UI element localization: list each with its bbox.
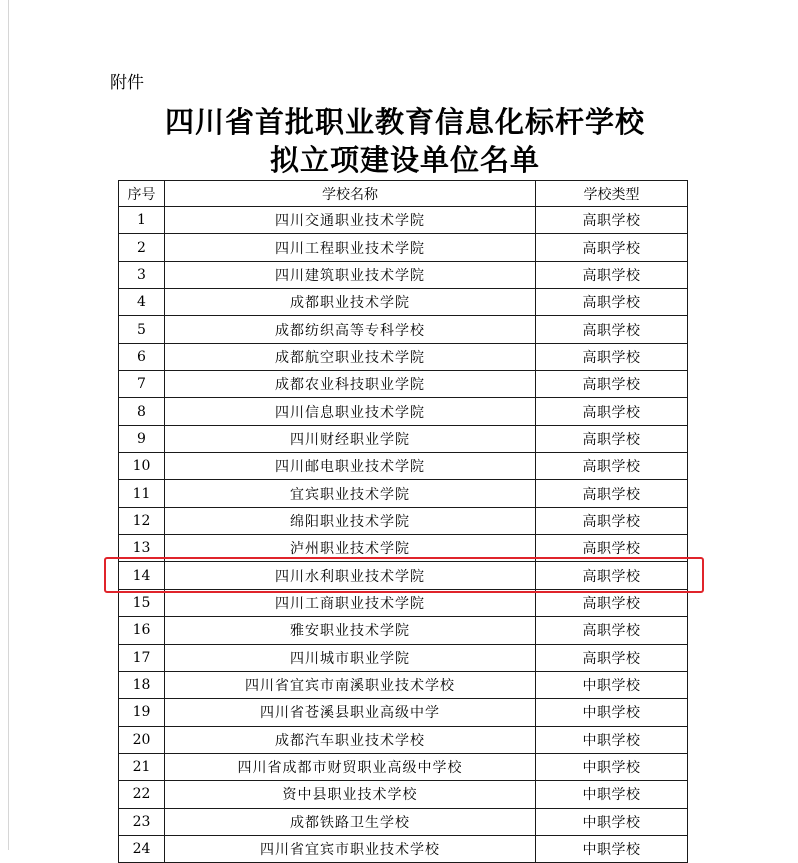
table-row [119, 671, 688, 698]
row-index: 4 [119, 289, 165, 316]
row-school-name: 成都汽车职业技术学校 [165, 726, 536, 753]
table-row [119, 480, 688, 507]
row-index: 22 [119, 781, 165, 808]
row-index: 10 [119, 453, 165, 480]
table-header-row [119, 181, 688, 207]
row-index: 3 [119, 261, 165, 288]
row-school-name: 成都航空职业技术学院 [165, 343, 536, 370]
row-school-name: 四川省宜宾市职业技术学校 [165, 835, 536, 862]
row-school-name: 宜宾职业技术学院 [165, 480, 536, 507]
row-index: 11 [119, 480, 165, 507]
row-index: 6 [119, 343, 165, 370]
row-school-name: 四川省宜宾市南溪职业技术学校 [165, 671, 536, 698]
row-school-name: 四川邮电职业技术学院 [165, 453, 536, 480]
row-school-name: 四川城市职业学院 [165, 644, 536, 671]
row-school-name: 成都纺织高等专科学校 [165, 316, 536, 343]
row-index: 15 [119, 589, 165, 616]
document-title-line-1: 四川省首批职业教育信息化标杆学校 [164, 105, 645, 139]
row-school-name: 成都职业技术学院 [165, 289, 536, 316]
row-index: 12 [119, 507, 165, 534]
row-school-name: 四川建筑职业技术学院 [165, 261, 536, 288]
row-index: 24 [119, 835, 165, 862]
row-school-type: 高职学校 [536, 207, 688, 234]
row-school-name: 成都农业科技职业学院 [165, 371, 536, 398]
row-index: 19 [119, 699, 165, 726]
row-school-type: 高职学校 [536, 261, 688, 288]
row-school-type: 中职学校 [536, 808, 688, 835]
row-school-type: 中职学校 [536, 753, 688, 780]
row-index: 9 [119, 425, 165, 452]
row-school-type: 高职学校 [536, 316, 688, 343]
row-index: 17 [119, 644, 165, 671]
table-row [119, 289, 688, 316]
table-row [119, 644, 688, 671]
row-school-type: 高职学校 [536, 289, 688, 316]
row-school-type: 中职学校 [536, 671, 688, 698]
table-row [119, 234, 688, 261]
row-school-name: 四川交通职业技术学院 [165, 207, 536, 234]
table-body [119, 207, 688, 863]
header-index: 序号 [119, 181, 165, 207]
table-row [119, 207, 688, 234]
table-row [119, 781, 688, 808]
row-index: 18 [119, 671, 165, 698]
header-school-name: 学校名称 [165, 181, 536, 207]
table-row [119, 562, 688, 589]
table-row [119, 371, 688, 398]
row-index: 1 [119, 207, 165, 234]
table-row [119, 808, 688, 835]
row-school-type: 高职学校 [536, 371, 688, 398]
row-school-name: 四川水利职业技术学院 [165, 562, 536, 589]
page-edge-divider [8, 0, 9, 850]
row-index: 13 [119, 535, 165, 562]
row-school-type: 高职学校 [536, 453, 688, 480]
table-row [119, 699, 688, 726]
row-school-type: 高职学校 [536, 589, 688, 616]
row-school-type: 中职学校 [536, 699, 688, 726]
row-index: 7 [119, 371, 165, 398]
row-index: 2 [119, 234, 165, 261]
row-school-name: 四川信息职业技术学院 [165, 398, 536, 425]
row-index: 20 [119, 726, 165, 753]
row-school-type: 高职学校 [536, 562, 688, 589]
attachment-label: 附件 [110, 73, 144, 93]
row-school-name: 四川工商职业技术学院 [165, 589, 536, 616]
table-row [119, 535, 688, 562]
row-school-type: 高职学校 [536, 343, 688, 370]
row-index: 14 [119, 562, 165, 589]
row-school-name: 四川省苍溪县职业高级中学 [165, 699, 536, 726]
row-school-type: 高职学校 [536, 480, 688, 507]
row-school-type: 中职学校 [536, 726, 688, 753]
row-school-type: 高职学校 [536, 425, 688, 452]
document-title-line-2: 拟立项建设单位名单 [269, 143, 540, 177]
table-row [119, 726, 688, 753]
row-index: 21 [119, 753, 165, 780]
row-school-name: 成都铁路卫生学校 [165, 808, 536, 835]
row-school-type: 高职学校 [536, 535, 688, 562]
row-school-type: 中职学校 [536, 781, 688, 808]
table-row [119, 589, 688, 616]
row-school-name: 四川工程职业技术学院 [165, 234, 536, 261]
row-school-name: 四川省成都市财贸职业高级中学校 [165, 753, 536, 780]
table-row [119, 507, 688, 534]
row-school-type: 高职学校 [536, 507, 688, 534]
row-index: 5 [119, 316, 165, 343]
row-school-name: 雅安职业技术学院 [165, 617, 536, 644]
row-school-type: 高职学校 [536, 398, 688, 425]
row-index: 23 [119, 808, 165, 835]
row-school-type: 高职学校 [536, 644, 688, 671]
row-index: 8 [119, 398, 165, 425]
table-row [119, 617, 688, 644]
table-row [119, 343, 688, 370]
header-school-type: 学校类型 [536, 181, 688, 207]
table-row [119, 753, 688, 780]
table-row [119, 398, 688, 425]
row-school-type: 高职学校 [536, 234, 688, 261]
row-school-name: 绵阳职业技术学院 [165, 507, 536, 534]
row-school-name: 资中县职业技术学校 [165, 781, 536, 808]
row-school-name: 四川财经职业学院 [165, 425, 536, 452]
row-index: 16 [119, 617, 165, 644]
row-school-name: 泸州职业技术学院 [165, 535, 536, 562]
table-row [119, 261, 688, 288]
table-row [119, 316, 688, 343]
table-row [119, 835, 688, 862]
row-school-type: 中职学校 [536, 835, 688, 862]
table-row [119, 453, 688, 480]
table-row [119, 425, 688, 452]
row-school-type: 高职学校 [536, 617, 688, 644]
school-list-table [118, 180, 688, 863]
